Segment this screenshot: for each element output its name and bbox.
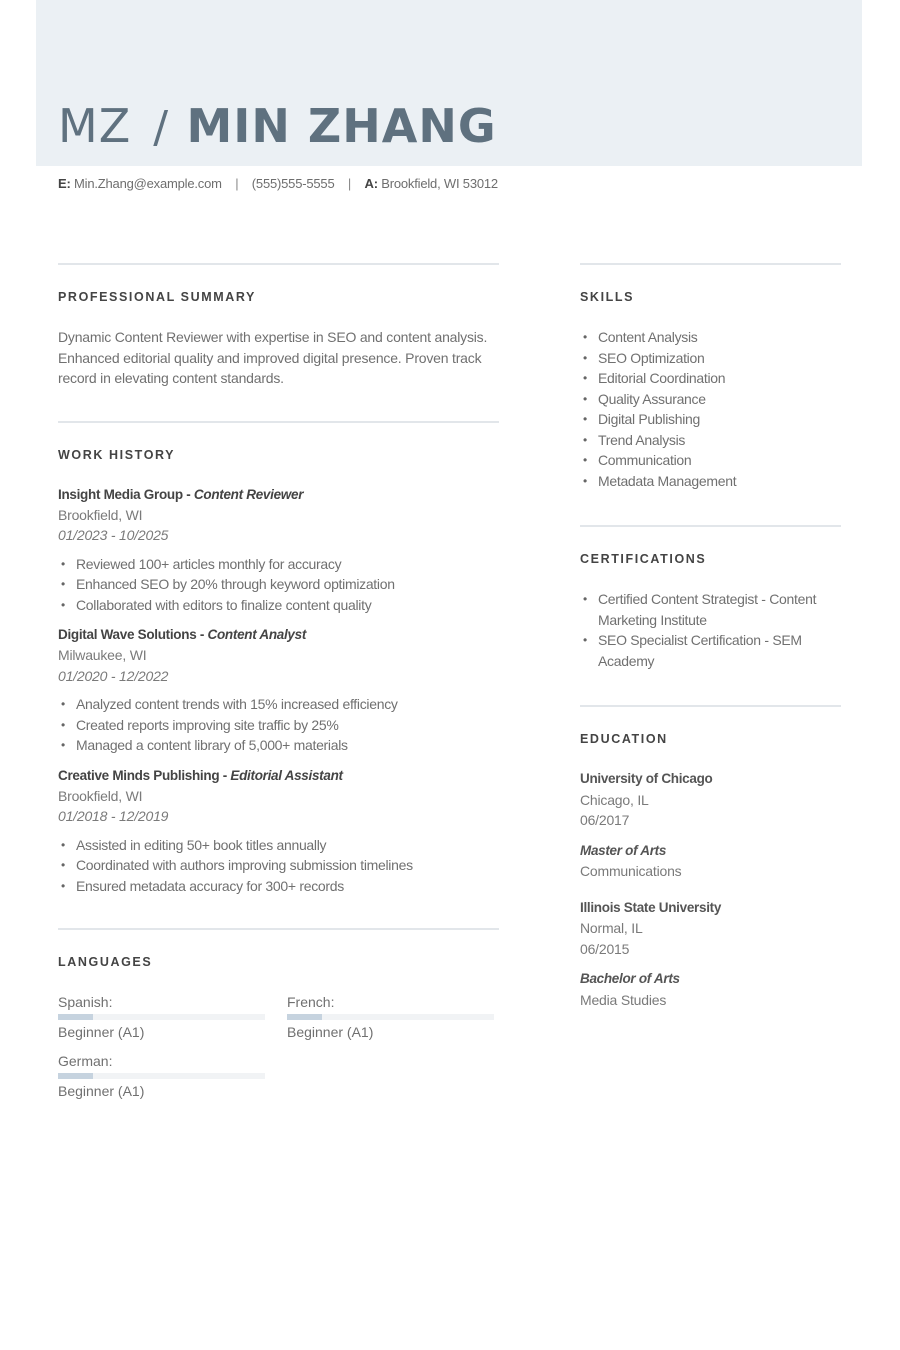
graduation-date: 06/2017 (580, 812, 630, 828)
proficiency-fill (58, 1014, 93, 1020)
work-history-section (58, 421, 499, 929)
school-location: Chicago, IL (580, 791, 649, 808)
skill-item: • Communication (580, 450, 841, 471)
job-location: Brookfield, WI (58, 506, 143, 523)
skills-section (580, 263, 841, 525)
skill-item: • Editorial Coordination (580, 368, 841, 389)
job-bullet: • Created reports improving site traffic by 25% (58, 715, 499, 736)
section-title: CERTIFICATIONS (580, 552, 707, 566)
job-location: Milwaukee, WI (58, 647, 147, 663)
proficiency-bar (287, 1014, 494, 1020)
contact-divider: | (235, 176, 239, 191)
school-location: Normal, IL (580, 920, 643, 936)
name-separator: / (153, 102, 169, 153)
job-company: Digital Wave Solutions (58, 627, 197, 642)
job-bullets (58, 554, 499, 616)
full-name: MIN ZHANG (186, 99, 497, 153)
job-bullet: • Reviewed 100+ articles monthly for accuracy (58, 554, 499, 575)
section-title: EDUCATION (580, 732, 668, 746)
skill-item: • Quality Assurance (580, 389, 841, 410)
language-name: Spanish: (58, 994, 113, 1010)
phone: (555)555-5555 (251, 176, 335, 191)
certifications-list (580, 589, 841, 671)
school-name: University of Chicago (580, 771, 713, 786)
summary-text: Dynamic Content Reviewer with expertise in SEO and content analysis. Enhanced editorial quality and improved digital presence. Proven track record in elevating content standards. (58, 329, 488, 386)
section-title: PROFESSIONAL SUMMARY (58, 290, 256, 304)
job-company: Creative Minds Publishing (58, 767, 220, 783)
language-item (287, 992, 494, 1042)
language-name: German: (58, 1053, 113, 1069)
skill-item: • Trend Analysis (580, 430, 841, 451)
right-column (580, 263, 841, 1020)
language-level: Beginner (A1) (58, 1024, 145, 1040)
job-bullets (58, 835, 499, 897)
graduation-date: 06/2015 (580, 940, 630, 957)
skill-item: • Content Analysis (580, 327, 841, 348)
skill-item: • Digital Publishing (580, 409, 841, 430)
summary-section (58, 263, 499, 421)
job-bullet: • Ensured metadata accuracy for 300+ records (58, 876, 499, 897)
proficiency-fill (287, 1014, 322, 1020)
school-name: Illinois State University (580, 899, 722, 915)
job-bullet: • Coordinated with authors improving submission timelines (58, 855, 499, 876)
job-role: Content Reviewer (193, 486, 304, 502)
job-role: Editorial Assistant (230, 767, 343, 783)
skills-list (580, 327, 841, 491)
field-of-study: Media Studies (580, 991, 667, 1008)
job-dates: 01/2020 - 12/2022 (58, 667, 169, 684)
section-title: WORK HISTORY (58, 447, 176, 462)
certification-item: • SEO Specialist Certification - SEM Academy (580, 630, 841, 671)
field-of-study: Communications (580, 863, 682, 879)
job-entry (58, 485, 499, 616)
language-level: Beginner (A1) (58, 1083, 145, 1099)
job-dates: 01/2023 - 10/2025 (58, 527, 169, 543)
education-entry (580, 898, 841, 960)
language-name: French: (287, 994, 335, 1010)
job-bullet: • Collaborated with editors to finalize content quality (58, 595, 499, 616)
education-degree (580, 841, 841, 882)
job-bullet: • Managed a content library of 5,000+ materials (58, 735, 499, 756)
job-entry (58, 625, 499, 756)
left-column (58, 263, 499, 1110)
certification-item: • Certified Content Strategist - Content Marketing Institute (580, 589, 841, 630)
job-company: Insight Media Group (58, 486, 183, 502)
name-initials: MZ (58, 99, 132, 153)
candidate-name (58, 95, 497, 158)
job-heading: Creative Minds Publishing - Editorial Assistant (58, 767, 343, 783)
job-bullet: • Assisted in editing 50+ book titles annually (58, 835, 499, 856)
education-degree (580, 969, 841, 1010)
skill-item: • SEO Optimization (580, 348, 841, 369)
contact-line (58, 176, 498, 191)
degree-name: Master of Arts (580, 842, 667, 858)
job-entry (58, 766, 499, 897)
language-level: Beginner (A1) (287, 1024, 374, 1040)
job-role: Content Analyst (207, 627, 307, 642)
language-item (58, 1051, 265, 1101)
section-title: LANGUAGES (58, 955, 153, 969)
languages-grid (58, 992, 499, 1110)
email[interactable]: Min.Zhang@example.com (74, 176, 222, 191)
proficiency-fill (58, 1073, 93, 1079)
contact-divider: | (347, 176, 352, 191)
job-bullet: • Enhanced SEO by 20% through keyword optimization (58, 574, 499, 595)
section-title: SKILLS (580, 290, 635, 304)
job-dates: 01/2018 - 12/2019 (58, 808, 169, 824)
email-label: E: (58, 176, 71, 191)
education-entry (580, 769, 841, 831)
education-section (580, 705, 841, 1010)
address-label: A: (364, 176, 378, 191)
languages-section (58, 928, 499, 1110)
job-heading: Digital Wave Solutions - Content Analyst (58, 627, 307, 642)
job-location: Brookfield, WI (58, 787, 143, 804)
degree-name: Bachelor of Arts (580, 971, 680, 986)
address: Brookfield, WI 53012 (381, 176, 498, 191)
skill-item: • Metadata Management (580, 471, 841, 492)
certifications-section (580, 525, 841, 705)
proficiency-bar (58, 1014, 265, 1020)
job-bullet: • Analyzed content trends with 15% increased efficiency (58, 694, 499, 715)
proficiency-bar (58, 1073, 265, 1079)
job-bullets (58, 694, 499, 756)
job-heading: Insight Media Group - Content Reviewer (58, 486, 304, 502)
language-item (58, 992, 265, 1042)
